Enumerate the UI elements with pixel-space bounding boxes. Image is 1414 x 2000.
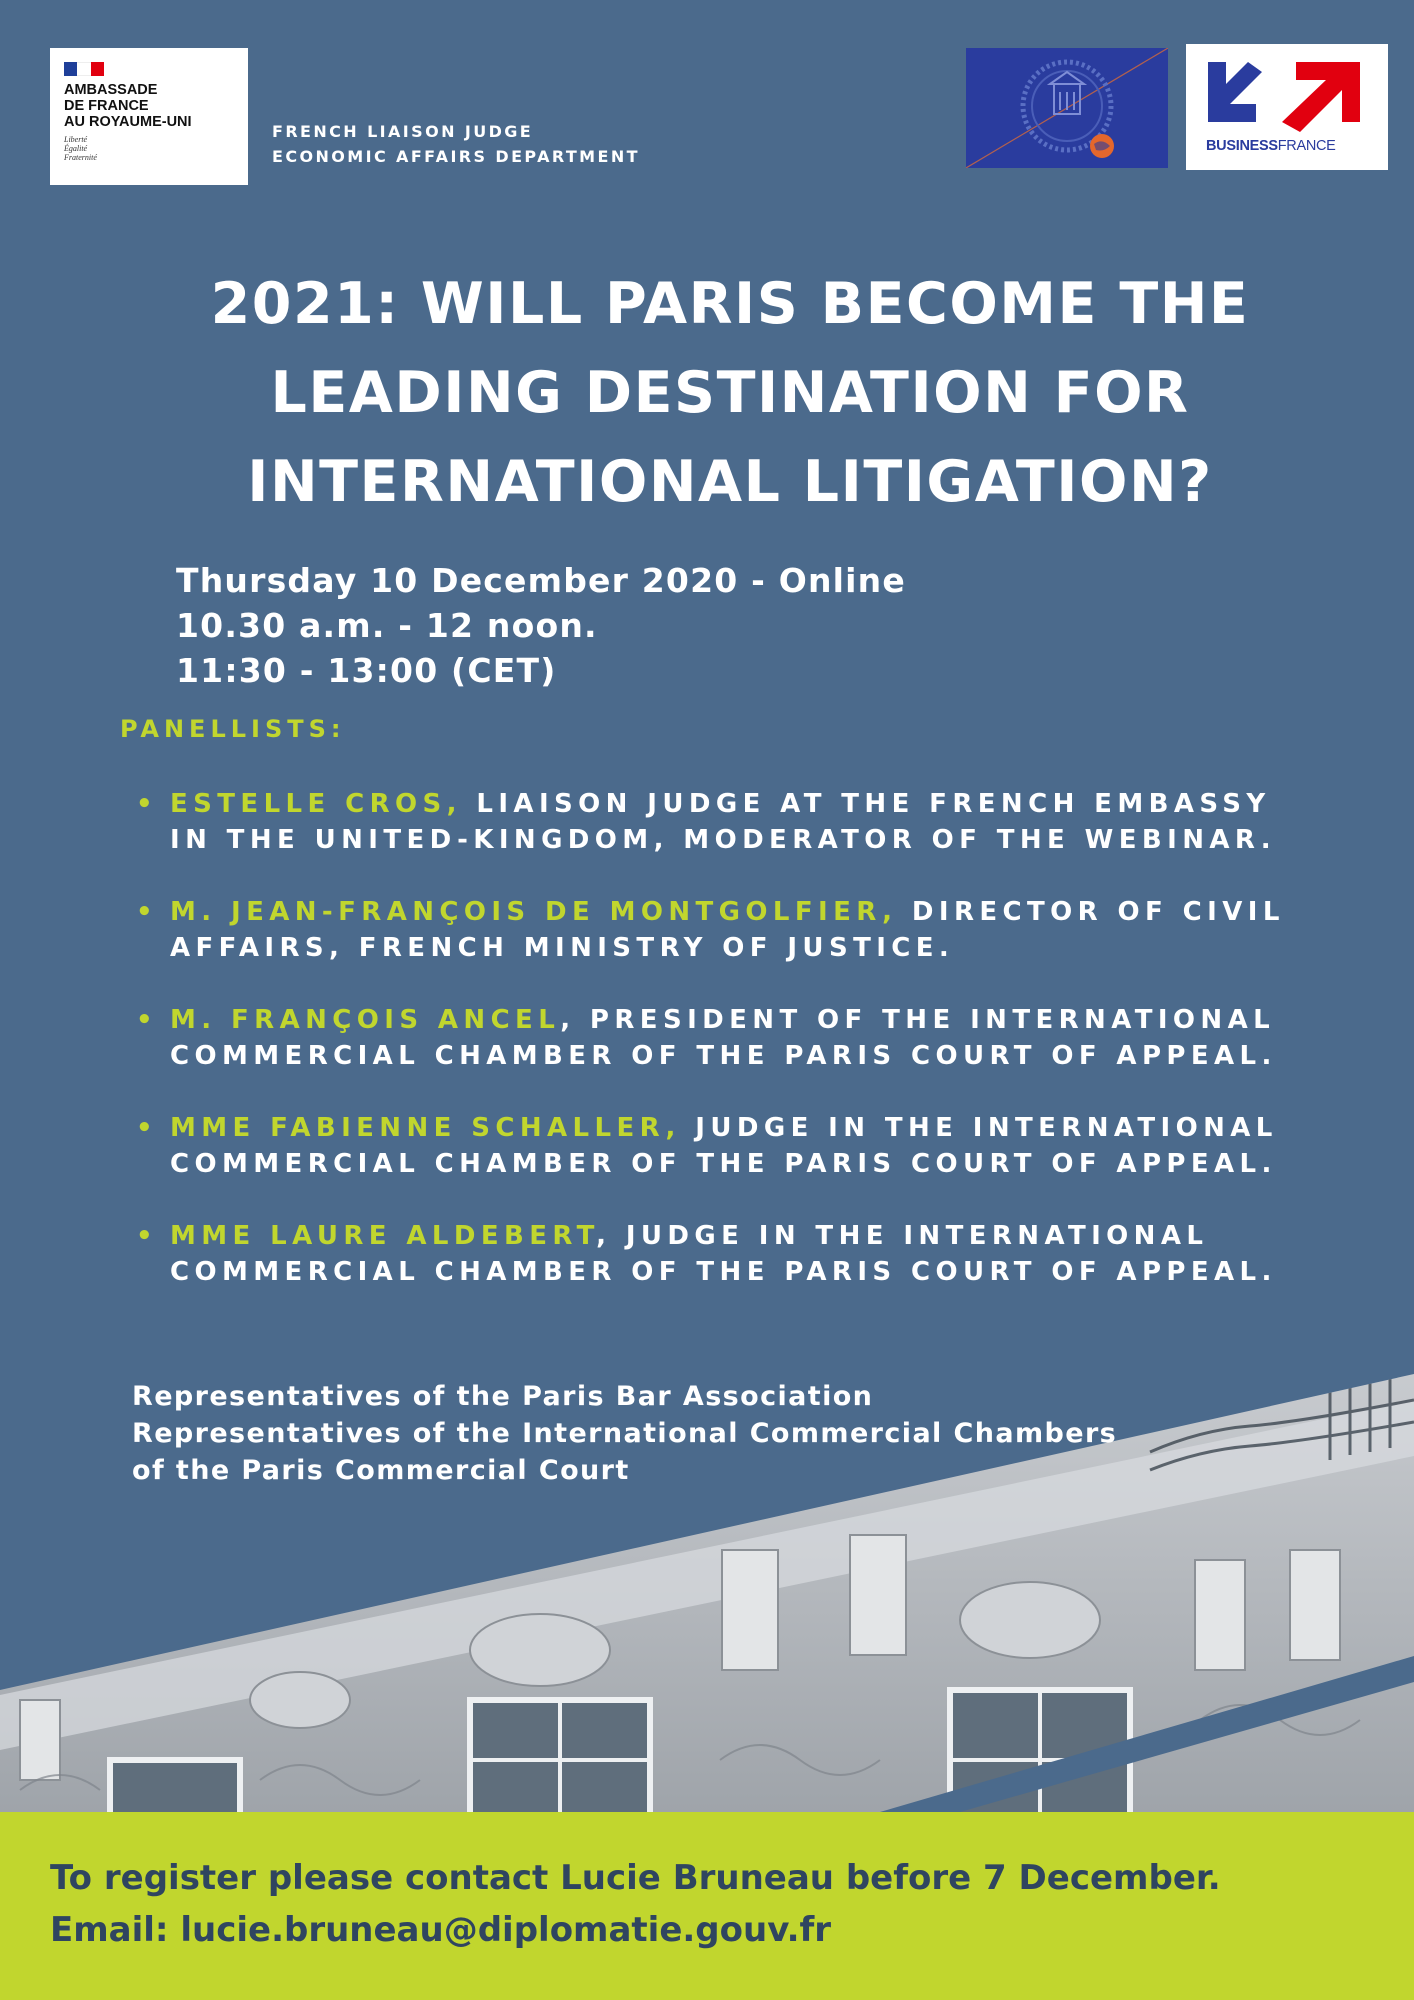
- email-link[interactable]: Email: lucie.bruneau@diplomatie.gouv.fr: [50, 1910, 832, 1950]
- register-text: To register please contact Lucie Bruneau before 7 December.: [50, 1858, 1221, 1898]
- panellist-name: ESTELLE CROS,: [170, 789, 462, 819]
- department-line: ECONOMIC AFFAIRS DEPARTMENT: [272, 147, 640, 166]
- list-item: [136, 1218, 1406, 1290]
- businessfrance-logo: [1186, 44, 1388, 170]
- representatives: [132, 1378, 1117, 1489]
- title-line: LEADING DESTINATION FOR: [270, 360, 1190, 426]
- embassy-motto: [64, 135, 234, 162]
- court-seal-icon: [966, 48, 1168, 168]
- panellist-role: COMMERCIAL CHAMBER OF THE PARIS COURT OF APPEAL.: [170, 1257, 1277, 1287]
- panellist-role: COMMERCIAL CHAMBER OF THE PARIS COURT OF APPEAL.: [170, 1149, 1277, 1179]
- bullet-icon: •: [136, 1113, 159, 1143]
- bullet-icon: •: [136, 897, 159, 927]
- embassy-logo-line: AU ROYAUME-UNI: [64, 114, 192, 130]
- wordmark-bold: BUSINESS: [1206, 138, 1278, 154]
- embassy-logo-line: AMBASSADE: [64, 82, 158, 98]
- panellist-name: M. FRANÇOIS ANCEL: [170, 1005, 561, 1035]
- french-flag-icon: [64, 62, 104, 76]
- panellists-heading: PANELLISTS:: [120, 715, 346, 743]
- event-details: [176, 558, 906, 693]
- registration-footer: [0, 1812, 1414, 2000]
- bullet-icon: •: [136, 789, 159, 819]
- panellist-name: MME LAURE ALDEBERT: [170, 1221, 597, 1251]
- paris-court-logo: [966, 48, 1168, 168]
- panellist-role: AFFAIRS, FRENCH MINISTRY OF JUSTICE.: [170, 933, 955, 963]
- representatives-line: of the Paris Commercial Court: [132, 1455, 630, 1486]
- motto-line: Fraternité: [64, 153, 97, 162]
- panellists-list: [136, 786, 1406, 1326]
- panellist-name: M. JEAN-FRANÇOIS DE MONTGOLFIER,: [170, 897, 898, 927]
- event-time-cet: 11:30 - 13:00 (CET): [176, 651, 557, 690]
- event-time: 10.30 a.m. - 12 noon.: [176, 606, 598, 645]
- panellist-name: MME FABIENNE SCHALLER,: [170, 1113, 681, 1143]
- embassy-logo: [50, 48, 248, 185]
- businessfrance-wordmark: [1206, 138, 1336, 154]
- wordmark-regular: FRANCE: [1277, 138, 1336, 154]
- panellist-role: IN THE UNITED-KINGDOM, MODERATOR OF THE WEBINAR.: [170, 825, 1277, 855]
- department-label: [272, 119, 640, 169]
- title-line: INTERNATIONAL LITIGATION?: [247, 449, 1213, 515]
- panellist-role: COMMERCIAL CHAMBER OF THE PARIS COURT OF APPEAL.: [170, 1041, 1277, 1071]
- list-item: [136, 1002, 1406, 1074]
- panellist-role: LIAISON JUDGE AT THE FRENCH EMBASSY: [461, 789, 1271, 819]
- representatives-line: Representatives of the International Commercial Chambers: [132, 1418, 1118, 1449]
- motto-line: Égalité: [64, 144, 88, 153]
- bullet-icon: •: [136, 1221, 159, 1251]
- representatives-line: Representatives of the Paris Bar Association: [132, 1381, 874, 1412]
- embassy-logo-line: DE FRANCE: [64, 98, 149, 114]
- panellist-role: JUDGE IN THE INTERNATIONAL: [680, 1113, 1278, 1143]
- list-item: [136, 1110, 1406, 1182]
- department-line: FRENCH LIAISON JUDGE: [272, 122, 534, 141]
- panellist-role: DIRECTOR OF CIVIL: [897, 897, 1285, 927]
- event-date: Thursday 10 December 2020 - Online: [176, 561, 906, 600]
- bullet-icon: •: [136, 1005, 159, 1035]
- panellist-role: , JUDGE IN THE INTERNATIONAL: [596, 1221, 1209, 1251]
- title-line: 2021: WILL PARIS BECOME THE: [210, 271, 1250, 337]
- panellist-role: , PRESIDENT OF THE INTERNATIONAL: [560, 1005, 1276, 1035]
- motto-line: Liberté: [64, 135, 88, 144]
- page-title: [60, 260, 1400, 527]
- list-item: [136, 786, 1406, 858]
- list-item: [136, 894, 1406, 966]
